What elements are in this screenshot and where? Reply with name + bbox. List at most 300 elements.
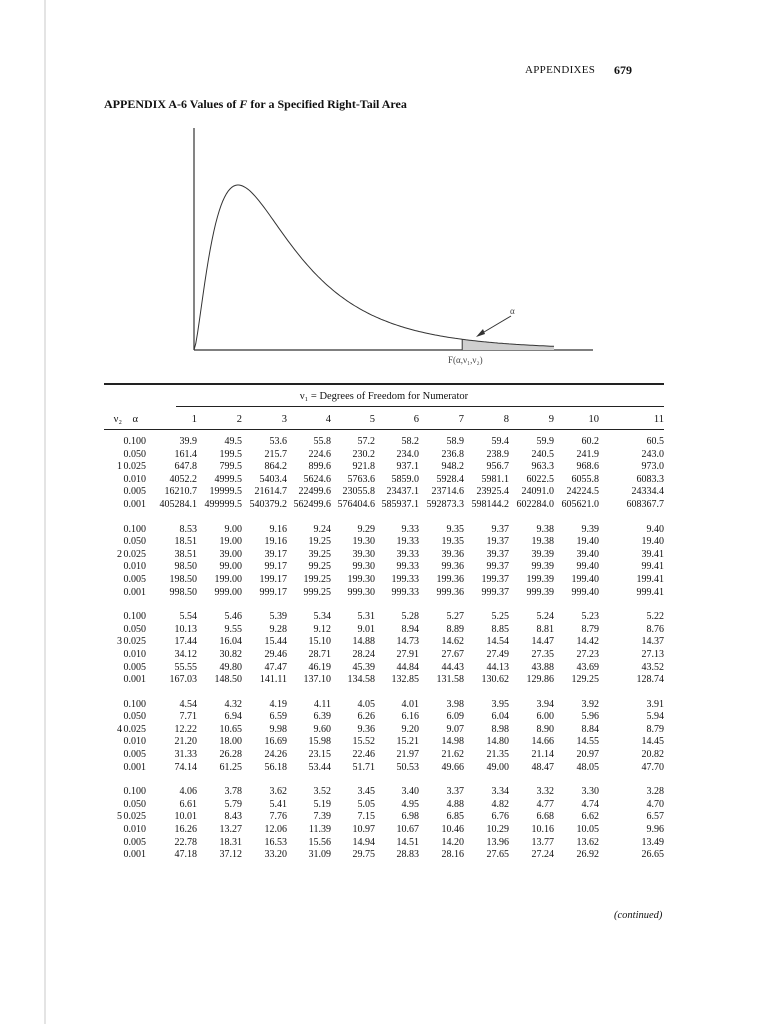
f-value: 47.47: [264, 661, 287, 673]
f-value: 5.24: [536, 611, 554, 623]
f-value: 5981.1: [481, 473, 509, 485]
f-value: 15.21: [396, 736, 419, 748]
df-column-header-3: 3: [281, 414, 287, 425]
alpha-value: 0.010: [123, 561, 146, 573]
f-value: 9.16: [269, 523, 287, 535]
f-value: 39.39: [531, 548, 554, 560]
alpha-value: 0.025: [123, 461, 146, 473]
f-value: 4.11: [313, 698, 331, 710]
table-row: [104, 587, 664, 600]
f-value: 39.9: [179, 436, 197, 447]
f-value: 128.74: [636, 674, 664, 686]
f-value: 14.20: [441, 836, 464, 848]
f-value: 9.29: [357, 523, 375, 535]
f-value: 14.45: [641, 736, 664, 748]
f-value: 199.5: [219, 448, 242, 460]
alpha-value: 0.100: [123, 611, 146, 623]
f-value: 236.8: [441, 448, 464, 460]
f-value: 999.40: [571, 586, 599, 598]
f-value: 6.09: [446, 711, 464, 723]
f-value: 28.83: [396, 849, 419, 861]
f-value: 24224.5: [566, 486, 599, 498]
alpha-arrowhead: [476, 329, 485, 337]
f-value: 9.60: [313, 723, 331, 735]
f-value: 148.50: [214, 674, 242, 686]
table-row: [104, 574, 664, 587]
denominator-df: 2: [117, 548, 122, 560]
table-row: [104, 549, 664, 562]
f-value: 6.39: [313, 711, 331, 723]
f-value: 6022.5: [526, 473, 554, 485]
f-value: 9.33: [401, 523, 419, 535]
f-value: 198.50: [169, 573, 197, 585]
f-value: 39.37: [486, 548, 509, 560]
f-value: 19.38: [531, 536, 554, 548]
denominator-df: 1: [117, 461, 122, 473]
f-value: 998.50: [169, 586, 197, 598]
f-value: 6.16: [401, 711, 419, 723]
density-curve: [194, 185, 554, 350]
f-value: 10.97: [352, 824, 375, 836]
f-value: 6.85: [446, 811, 464, 823]
alpha-value: 0.025: [123, 811, 146, 823]
f-value: 28.71: [308, 648, 331, 660]
f-value: 9.39: [581, 523, 599, 535]
alpha-value: 0.001: [123, 849, 146, 861]
f-value: 56.18: [264, 761, 287, 773]
alpha-value: 0.005: [123, 836, 146, 848]
critical-value-label: F(α,ν₁,ν₂): [448, 355, 483, 365]
f-value: 43.69: [576, 661, 599, 673]
f-value: 23925.4: [476, 486, 509, 498]
f-value: 598144.2: [471, 498, 509, 510]
f-value: 24091.0: [521, 486, 554, 498]
df-column-header-10: 10: [588, 414, 599, 425]
f-value: 19.40: [576, 536, 599, 548]
numerator-heading-rule: [176, 406, 664, 407]
f-value: 16.53: [264, 836, 287, 848]
f-value: 6.76: [491, 811, 509, 823]
f-value: 14.47: [531, 636, 554, 648]
alpha-value: 0.025: [123, 636, 146, 648]
f-value: 19.16: [264, 536, 287, 548]
f-value: 7.71: [179, 711, 197, 723]
f-value: 999.41: [636, 586, 664, 598]
f-value: 48.47: [531, 761, 554, 773]
f-value: 27.67: [441, 648, 464, 660]
f-value: 3.32: [536, 786, 554, 798]
f-value: 46.19: [308, 661, 331, 673]
f-value: 14.94: [352, 836, 375, 848]
f-value: 27.91: [396, 648, 419, 660]
f-value: 608367.7: [626, 498, 664, 510]
f-value: 5.27: [446, 611, 464, 623]
f-value: 5.05: [357, 798, 375, 810]
f-value: 199.30: [347, 573, 375, 585]
f-value: 864.2: [264, 461, 287, 473]
f-value: 230.2: [352, 448, 375, 460]
f-value: 6.26: [357, 711, 375, 723]
table-row: [104, 561, 664, 574]
f-value: 15.44: [264, 636, 287, 648]
page-number: 679: [614, 63, 632, 77]
f-value: 199.41: [636, 573, 664, 585]
f-value: 19.30: [352, 536, 375, 548]
f-value: 99.17: [264, 561, 287, 573]
running-head: APPENDIXES: [525, 64, 596, 76]
f-value: 5763.6: [347, 473, 375, 485]
f-distribution-figure: [193, 128, 593, 373]
f-value: 39.25: [308, 548, 331, 560]
f-value: 23437.1: [386, 486, 419, 498]
table-row: [104, 749, 664, 762]
f-value: 134.58: [347, 674, 375, 686]
f-value: 3.52: [313, 786, 331, 798]
f-value: 59.4: [491, 436, 509, 447]
f-value: 4.82: [491, 798, 509, 810]
f-value: 98.50: [174, 561, 197, 573]
f-value: 9.20: [401, 723, 419, 735]
f-value: 29.46: [264, 648, 287, 660]
f-value: 55.55: [174, 661, 197, 673]
f-value: 3.45: [357, 786, 375, 798]
table-row: [104, 662, 664, 675]
alpha-value: 0.005: [123, 661, 146, 673]
f-distribution-svg: [193, 128, 593, 373]
table-row: [104, 649, 664, 662]
f-value: 141.11: [259, 674, 287, 686]
f-value: 99.30: [352, 561, 375, 573]
table-row: [104, 786, 664, 799]
page-edge: [44, 0, 46, 1024]
f-value: 3.92: [581, 698, 599, 710]
f-value: 224.6: [308, 448, 331, 460]
f-value: 199.33: [391, 573, 419, 585]
f-value: 99.41: [641, 561, 664, 573]
f-value: 8.90: [536, 723, 554, 735]
f-value: 8.43: [224, 811, 242, 823]
f-value: 44.84: [396, 661, 419, 673]
f-value: 6.98: [401, 811, 419, 823]
f-value: 12.06: [264, 824, 287, 836]
f-value: 5859.0: [391, 473, 419, 485]
table-row: [104, 736, 664, 749]
f-value: 27.24: [531, 849, 554, 861]
f-value: 10.29: [486, 824, 509, 836]
table-row: [104, 699, 664, 712]
f-value: 4.88: [446, 798, 464, 810]
f-value: 999.36: [436, 586, 464, 598]
f-value: 43.52: [641, 661, 664, 673]
alpha-value: 0.025: [123, 548, 146, 560]
f-value: 44.43: [441, 661, 464, 673]
f-value: 8.98: [491, 723, 509, 735]
f-value: 28.24: [352, 648, 375, 660]
f-value: 9.28: [269, 623, 287, 635]
f-value: 99.00: [219, 561, 242, 573]
appendix-title: [104, 97, 407, 112]
f-value: 999.17: [259, 586, 287, 598]
df-block-5: [104, 786, 664, 862]
f-value: 31.33: [174, 749, 197, 761]
f-value: 5.46: [224, 611, 242, 623]
f-value: 199.37: [481, 573, 509, 585]
f-value: 234.0: [396, 448, 419, 460]
f-value: 18.51: [174, 536, 197, 548]
f-value: 22.78: [174, 836, 197, 848]
f-value: 8.81: [536, 623, 554, 635]
f-value: 167.03: [169, 674, 197, 686]
table-row: [104, 724, 664, 737]
f-value: 15.98: [308, 736, 331, 748]
f-value: 540379.2: [249, 498, 287, 510]
f-value: 39.17: [264, 548, 287, 560]
f-value: 585937.1: [381, 498, 419, 510]
f-value: 16.26: [174, 824, 197, 836]
f-value: 215.7: [264, 448, 287, 460]
f-value: 9.37: [491, 523, 509, 535]
f-value: 4.95: [401, 798, 419, 810]
alpha-value: 0.010: [123, 736, 146, 748]
f-value: 5.19: [313, 798, 331, 810]
f-value: 10.65: [219, 723, 242, 735]
f-value: 6.94: [224, 711, 242, 723]
f-value: 16210.7: [164, 486, 197, 498]
f-value: 21.62: [441, 749, 464, 761]
f-value: 9.98: [269, 723, 287, 735]
f-value: 22.46: [352, 749, 375, 761]
f-value: 9.01: [357, 623, 375, 635]
f-value: 10.05: [576, 824, 599, 836]
table-row: [104, 799, 664, 812]
f-value: 55.8: [313, 436, 331, 447]
f-value: 14.62: [441, 636, 464, 648]
f-value: 19999.5: [209, 486, 242, 498]
numerator-df-heading: ν₁ = Degrees of Freedom for Numerator: [299, 391, 469, 402]
df-column-header-4: 4: [325, 414, 331, 425]
f-value: 5.94: [646, 711, 664, 723]
f-value: 5.28: [401, 611, 419, 623]
f-value: 8.84: [581, 723, 599, 735]
f-value: 8.79: [646, 723, 664, 735]
table-row: [104, 611, 664, 624]
f-value: 243.0: [641, 448, 664, 460]
f-value: 5.79: [224, 798, 242, 810]
f-value: 19.33: [396, 536, 419, 548]
f-value: 49.5: [224, 436, 242, 447]
f-value: 999.25: [303, 586, 331, 598]
f-value: 24.26: [264, 749, 287, 761]
alpha-value: 0.001: [123, 674, 146, 686]
f-value: 27.23: [576, 648, 599, 660]
f-value: 9.07: [446, 723, 464, 735]
f-value: 238.9: [486, 448, 509, 460]
f-value: 39.30: [352, 548, 375, 560]
f-value: 47.70: [641, 761, 664, 773]
f-value: 9.96: [646, 824, 664, 836]
alpha-value: 0.050: [123, 623, 146, 635]
f-value: 9.00: [224, 523, 242, 535]
f-value: 973.0: [641, 461, 664, 473]
f-value: 5.54: [179, 611, 197, 623]
f-value: 963.3: [531, 461, 554, 473]
alpha-value: 0.001: [123, 498, 146, 510]
f-value: 5.34: [313, 611, 331, 623]
f-value: 14.55: [576, 736, 599, 748]
f-value: 999.00: [214, 586, 242, 598]
f-value: 6.59: [269, 711, 287, 723]
title-suffix: for a Specified Right-Tail Area: [247, 97, 407, 111]
f-value: 19.37: [486, 536, 509, 548]
f-value: 99.33: [396, 561, 419, 573]
df-column-header-6: 6: [413, 414, 419, 425]
title-prefix: APPENDIX A-6 Values of: [104, 97, 240, 111]
f-value: 8.76: [646, 623, 664, 635]
f-value: 61.25: [219, 761, 242, 773]
f-value: 19.00: [219, 536, 242, 548]
f-value: 23714.6: [431, 486, 464, 498]
alpha-value: 0.100: [123, 523, 146, 535]
denominator-df: 4: [117, 723, 122, 735]
alpha-value: 0.005: [123, 486, 146, 498]
f-value: 8.85: [491, 623, 509, 635]
page-header: [0, 64, 768, 80]
alpha-value: 0.001: [123, 761, 146, 773]
f-value: 4.01: [401, 698, 419, 710]
f-value: 605621.0: [561, 498, 599, 510]
f-value: 99.39: [531, 561, 554, 573]
f-value: 14.54: [486, 636, 509, 648]
f-value: 21.20: [174, 736, 197, 748]
f-value: 937.1: [396, 461, 419, 473]
f-value: 19.40: [641, 536, 664, 548]
f-value: 9.40: [646, 523, 664, 535]
f-value: 47.18: [174, 849, 197, 861]
f-value: 999.37: [481, 586, 509, 598]
f-value: 999.39: [526, 586, 554, 598]
table-row: [104, 674, 664, 687]
f-value: 6.61: [179, 798, 197, 810]
f-value: 11.39: [308, 824, 331, 836]
f-value: 21614.7: [254, 486, 287, 498]
f-value: 13.77: [531, 836, 554, 848]
f-value: 59.9: [536, 436, 554, 447]
f-value: 29.75: [352, 849, 375, 861]
f-value: 5.23: [581, 611, 599, 623]
f-value: 13.62: [576, 836, 599, 848]
f-value: 5928.4: [436, 473, 464, 485]
f-value: 15.52: [352, 736, 375, 748]
f-value: 51.71: [352, 761, 375, 773]
alpha-value: 0.100: [123, 698, 146, 710]
f-value: 10.46: [441, 824, 464, 836]
f-value: 161.4: [174, 448, 197, 460]
f-value: 14.73: [396, 636, 419, 648]
f-value: 921.8: [352, 461, 375, 473]
f-value: 18.31: [219, 836, 242, 848]
f-value: 28.16: [441, 849, 464, 861]
f-value: 44.13: [486, 661, 509, 673]
f-value: 129.86: [526, 674, 554, 686]
f-value: 16.04: [219, 636, 242, 648]
f-value: 4.54: [179, 698, 197, 710]
f-value: 5.41: [269, 798, 287, 810]
f-value: 26.92: [576, 849, 599, 861]
f-value: 6.57: [646, 811, 664, 823]
f-value: 13.27: [219, 824, 242, 836]
table-row: [104, 762, 664, 775]
f-value: 37.12: [219, 849, 242, 861]
df-block-4: [104, 699, 664, 775]
f-table-body: [104, 436, 664, 862]
f-value: 33.20: [264, 849, 287, 861]
df-column-header-1: 1: [191, 414, 197, 425]
alpha-value: 0.050: [123, 448, 146, 460]
f-value: 3.78: [224, 786, 242, 798]
f-value: 12.22: [174, 723, 197, 735]
table-row: [104, 837, 664, 850]
f-value: 49.66: [441, 761, 464, 773]
f-value: 23055.8: [342, 486, 375, 498]
table-row: [104, 624, 664, 637]
f-value: 3.95: [491, 698, 509, 710]
table-row: [104, 849, 664, 862]
f-value: 3.28: [646, 786, 664, 798]
f-value: 27.35: [531, 648, 554, 660]
f-value: 9.36: [357, 723, 375, 735]
f-value: 9.38: [536, 523, 554, 535]
df-block-2: [104, 524, 664, 600]
f-value: 4999.5: [214, 473, 242, 485]
f-value: 4.06: [179, 786, 197, 798]
f-value: 39.00: [219, 548, 242, 560]
f-value: 45.39: [352, 661, 375, 673]
f-value: 10.01: [174, 811, 197, 823]
f-value: 3.94: [536, 698, 554, 710]
f-value: 199.39: [526, 573, 554, 585]
df-block-1: [104, 436, 664, 512]
f-value: 14.37: [641, 636, 664, 648]
f-value: 948.2: [441, 461, 464, 473]
f-value: 6055.8: [571, 473, 599, 485]
f-value: 13.96: [486, 836, 509, 848]
f-value: 999.30: [347, 586, 375, 598]
table-row: [104, 824, 664, 837]
f-value: 968.6: [576, 461, 599, 473]
f-value: 53.6: [269, 436, 287, 447]
v2-column-header: ν₂: [113, 414, 122, 425]
f-value: 5403.4: [259, 473, 287, 485]
f-value: 20.97: [576, 749, 599, 761]
f-value: 57.2: [357, 436, 375, 447]
table-top-rule: [104, 383, 664, 385]
f-value: 18.00: [219, 736, 242, 748]
column-header-rule: [104, 429, 664, 430]
f-value: 5.22: [646, 611, 664, 623]
f-value: 26.65: [641, 849, 664, 861]
table-row: [104, 524, 664, 537]
denominator-df: 5: [117, 811, 122, 823]
f-value: 3.91: [646, 698, 664, 710]
f-value: 131.58: [436, 674, 464, 686]
f-value: 49.80: [219, 661, 242, 673]
f-value: 15.10: [308, 636, 331, 648]
f-value: 3.40: [401, 786, 419, 798]
df-column-header-7: 7: [458, 414, 464, 425]
f-value: 576404.6: [337, 498, 375, 510]
alpha-value: 0.010: [123, 824, 146, 836]
f-value: 199.17: [259, 573, 287, 585]
